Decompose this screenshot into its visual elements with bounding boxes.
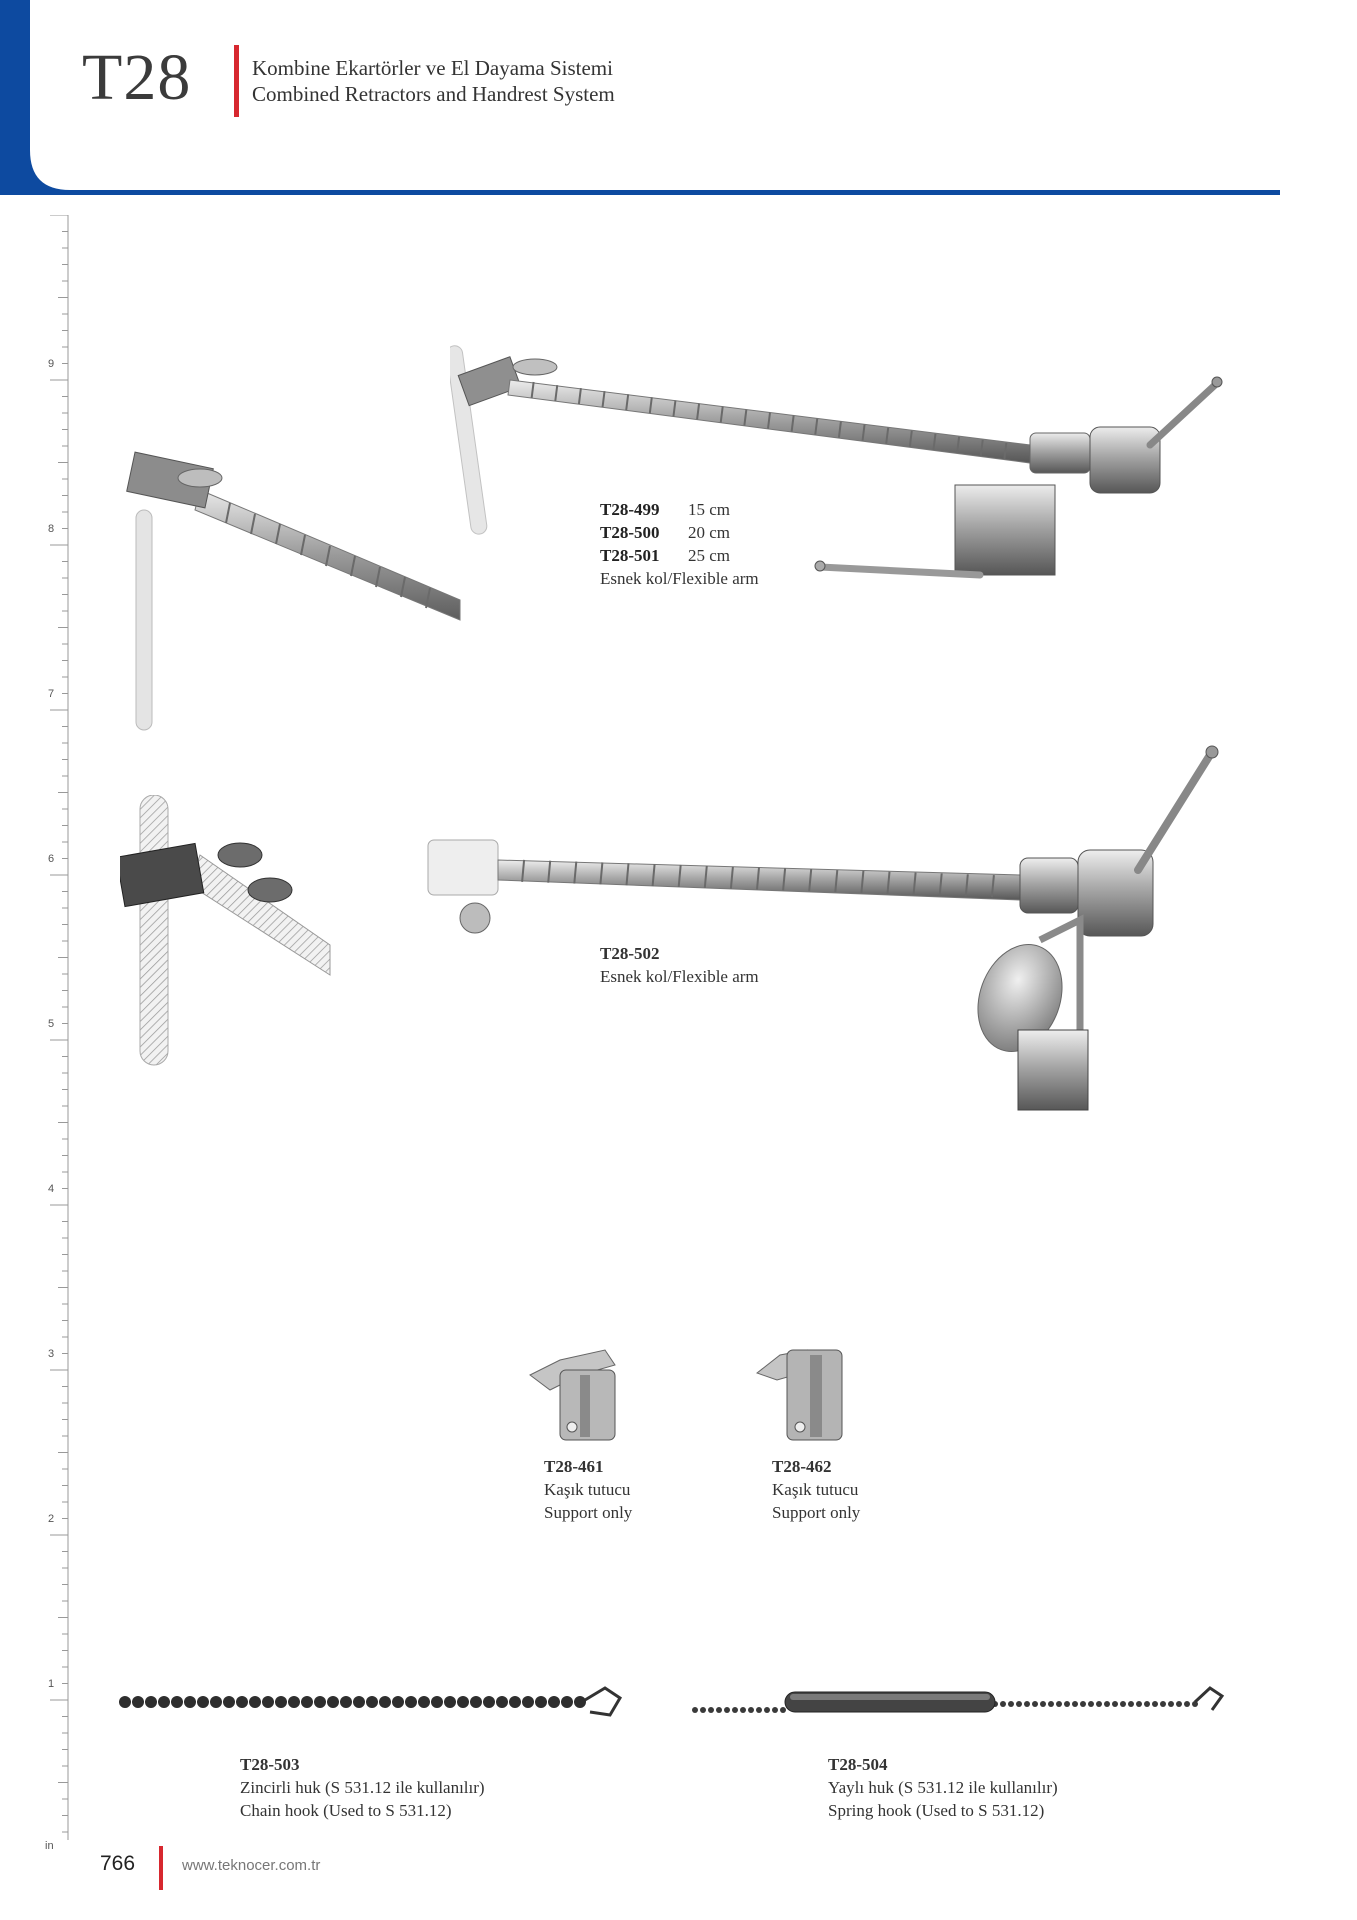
page-number: 766 bbox=[100, 1852, 136, 1875]
product-description-en: Support only bbox=[772, 1503, 861, 1522]
section-title-en: Combined Retractors and Handrest System bbox=[252, 82, 615, 106]
ruler-mark-label: 9 bbox=[48, 358, 55, 370]
chain-bead bbox=[780, 1707, 786, 1713]
header-divider bbox=[234, 45, 239, 117]
support-461-label bbox=[544, 1455, 632, 1524]
chain-bead bbox=[548, 1696, 560, 1708]
flexible-arm-handrest-image bbox=[420, 740, 1240, 1130]
product-size: 15 cm bbox=[688, 500, 731, 519]
section-code: T28 bbox=[82, 41, 192, 114]
chain-bead bbox=[1064, 1701, 1070, 1707]
footer-url: www.teknocer.com.tr bbox=[182, 1857, 321, 1874]
handrest-clamp-closeup-image bbox=[120, 795, 340, 1075]
chain-bead bbox=[353, 1696, 365, 1708]
chain-bead bbox=[444, 1696, 456, 1708]
chain-bead bbox=[700, 1707, 706, 1713]
ruler-mark-label: 7 bbox=[48, 688, 55, 700]
chain-bead bbox=[301, 1696, 313, 1708]
chain-bead bbox=[262, 1696, 274, 1708]
chain-bead bbox=[764, 1707, 770, 1713]
chain-bead bbox=[1112, 1701, 1118, 1707]
chain-bead bbox=[197, 1696, 209, 1708]
ruler-mark-label: 8 bbox=[48, 523, 55, 535]
chain-bead bbox=[392, 1696, 404, 1708]
chain-bead bbox=[431, 1696, 443, 1708]
chain-bead bbox=[1000, 1701, 1006, 1707]
chain-bead bbox=[119, 1696, 131, 1708]
product-description: Esnek kol/Flexible arm bbox=[600, 967, 759, 986]
chain-bead bbox=[535, 1696, 547, 1708]
chain-bead bbox=[288, 1696, 300, 1708]
chain-bead bbox=[171, 1696, 183, 1708]
chain-bead bbox=[366, 1696, 378, 1708]
ruler-mark-label: 2 bbox=[48, 1513, 55, 1525]
chain-bead bbox=[740, 1707, 746, 1713]
chain-bead bbox=[724, 1707, 730, 1713]
chain-bead bbox=[210, 1696, 222, 1708]
chain-bead bbox=[1024, 1701, 1030, 1707]
chain-bead bbox=[1048, 1701, 1054, 1707]
chain-bead bbox=[1072, 1701, 1078, 1707]
chain-bead bbox=[1016, 1701, 1022, 1707]
chain-bead bbox=[1184, 1701, 1190, 1707]
ruler-mark-label: 1 bbox=[48, 1678, 55, 1690]
chain-bead bbox=[509, 1696, 521, 1708]
spring-hook-label bbox=[828, 1753, 1058, 1822]
section-title-tr: Kombine Ekartörler ve El Dayama Sistemi bbox=[252, 56, 613, 80]
chain-bead bbox=[692, 1707, 698, 1713]
chain-bead bbox=[756, 1707, 762, 1713]
flex-arm-b-label bbox=[600, 942, 759, 988]
chain-bead bbox=[1008, 1701, 1014, 1707]
chain-bead bbox=[1120, 1701, 1126, 1707]
product-description-en: Spring hook (Used to S 531.12) bbox=[828, 1801, 1045, 1820]
ruler-mark-label: 4 bbox=[48, 1183, 55, 1195]
product-description-tr: Yaylı huk (S 531.12 ile kullanılır) bbox=[828, 1778, 1058, 1797]
product-code: T28-499 bbox=[600, 500, 660, 519]
chain-bead bbox=[405, 1696, 417, 1708]
chain-bead bbox=[1152, 1701, 1158, 1707]
chain-bead bbox=[1088, 1701, 1094, 1707]
product-description-en: Chain hook (Used to S 531.12) bbox=[240, 1801, 452, 1820]
product-size: 20 cm bbox=[688, 523, 731, 542]
header-band bbox=[0, 0, 1280, 195]
flexible-arm-image bbox=[450, 335, 1240, 605]
product-code: T28-462 bbox=[772, 1457, 832, 1476]
chain-bead bbox=[379, 1696, 391, 1708]
support-holder-462-image bbox=[752, 1335, 852, 1445]
product-description-tr: Kaşık tutucu bbox=[544, 1480, 631, 1499]
ruler-mark-label: 5 bbox=[48, 1018, 55, 1030]
chain-bead bbox=[522, 1696, 534, 1708]
chain-bead bbox=[236, 1696, 248, 1708]
chain-bead bbox=[314, 1696, 326, 1708]
chain-bead bbox=[1056, 1701, 1062, 1707]
chain-bead bbox=[223, 1696, 235, 1708]
chain-bead bbox=[1080, 1701, 1086, 1707]
product-code: T28-501 bbox=[600, 546, 660, 565]
footer-divider bbox=[159, 1846, 163, 1890]
chain-bead bbox=[275, 1696, 287, 1708]
chain-bead bbox=[1168, 1701, 1174, 1707]
product-description-tr: Kaşık tutucu bbox=[772, 1480, 859, 1499]
product-description-tr: Zincirli huk (S 531.12 ile kullanılır) bbox=[240, 1778, 485, 1797]
chain-bead bbox=[1160, 1701, 1166, 1707]
spring-hook-image bbox=[690, 1680, 1240, 1730]
chain-bead bbox=[1040, 1701, 1046, 1707]
product-size: 25 cm bbox=[688, 546, 731, 565]
chain-bead bbox=[561, 1696, 573, 1708]
chain-bead bbox=[1136, 1701, 1142, 1707]
chain-bead bbox=[132, 1696, 144, 1708]
chain-bead bbox=[1104, 1701, 1110, 1707]
product-code: T28-503 bbox=[240, 1755, 300, 1774]
retractor-clamp-closeup-image bbox=[120, 430, 470, 750]
inch-ruler bbox=[40, 215, 80, 1845]
chain-bead bbox=[748, 1707, 754, 1713]
product-code: T28-504 bbox=[828, 1755, 888, 1774]
chain-bead bbox=[327, 1696, 339, 1708]
chain-bead bbox=[1176, 1701, 1182, 1707]
chain-bead bbox=[1144, 1701, 1150, 1707]
product-code: T28-500 bbox=[600, 523, 660, 542]
ruler-mark-label: 3 bbox=[48, 1348, 55, 1360]
chain-bead bbox=[716, 1707, 722, 1713]
flex-arm-a-label bbox=[600, 498, 759, 590]
chain-hook-label bbox=[240, 1753, 485, 1822]
product-description: Esnek kol/Flexible arm bbox=[600, 569, 759, 588]
chain-bead bbox=[158, 1696, 170, 1708]
chain-bead bbox=[470, 1696, 482, 1708]
spec-row bbox=[600, 521, 759, 544]
chain-bead bbox=[145, 1696, 157, 1708]
support-holder-461-image bbox=[525, 1335, 625, 1445]
product-code: T28-502 bbox=[600, 944, 660, 963]
chain-bead bbox=[732, 1707, 738, 1713]
chain-bead bbox=[457, 1696, 469, 1708]
product-description-en: Support only bbox=[544, 1503, 633, 1522]
chain-bead bbox=[772, 1707, 778, 1713]
spec-row bbox=[600, 544, 759, 567]
chain-bead bbox=[496, 1696, 508, 1708]
chain-bead bbox=[1096, 1701, 1102, 1707]
chain-bead bbox=[708, 1707, 714, 1713]
chain-bead bbox=[574, 1696, 586, 1708]
ruler-mark-label: 6 bbox=[48, 853, 55, 865]
product-code: T28-461 bbox=[544, 1457, 604, 1476]
ruler-unit: in bbox=[45, 1840, 54, 1852]
chain-bead bbox=[1128, 1701, 1134, 1707]
chain-bead bbox=[340, 1696, 352, 1708]
chain-bead bbox=[1032, 1701, 1038, 1707]
spec-row bbox=[600, 498, 759, 521]
chain-bead bbox=[184, 1696, 196, 1708]
chain-bead bbox=[249, 1696, 261, 1708]
support-462-label bbox=[772, 1455, 860, 1524]
chain-bead bbox=[418, 1696, 430, 1708]
chain-hook-image bbox=[115, 1680, 635, 1730]
chain-bead bbox=[483, 1696, 495, 1708]
